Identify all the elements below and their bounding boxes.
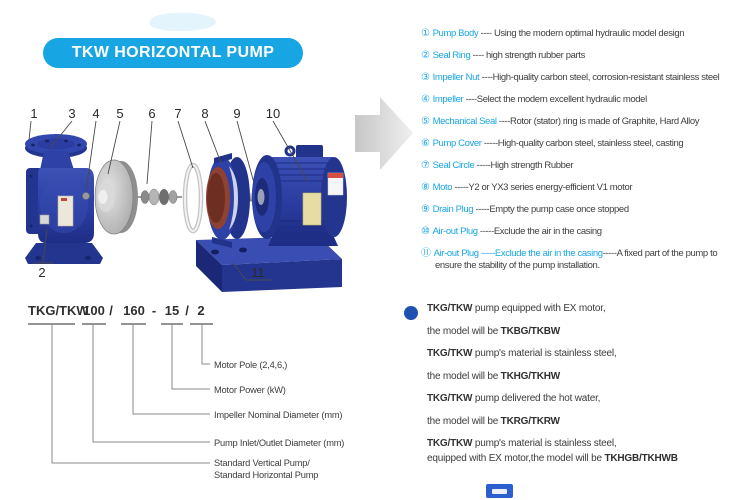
variant-result-prefix: the model will be	[427, 415, 501, 427]
parts-list-item-7	[421, 160, 756, 172]
model-token-100: 100	[83, 303, 105, 318]
parts-list-item-10	[421, 226, 756, 238]
item-number-badge: ⑩	[421, 225, 430, 237]
model-token-15: 15	[164, 303, 180, 318]
page-title: TKW HORIZONTAL PUMP	[71, 44, 275, 61]
callout-7: 7	[174, 106, 182, 121]
seal-circle-illustration	[185, 165, 201, 231]
callout-2: 2	[38, 265, 46, 280]
callout-10: 10	[265, 106, 281, 121]
model-prefix: TKG/TKW	[28, 303, 89, 318]
parts-list-item-6	[421, 138, 756, 150]
item-number-badge: ⑥	[421, 137, 430, 149]
label-inlet-outlet-diameter: Pump Inlet/Outlet Diameter (mm)	[214, 438, 345, 448]
variant-model-code: TKBG/TKBW	[500, 325, 560, 337]
model-token-dash: -	[151, 303, 157, 318]
item-number-badge: ⑤	[421, 115, 430, 127]
callout-9: 9	[233, 106, 241, 121]
brand-name: TKG/TKW	[427, 438, 473, 449]
part-description-blue: -----Exclude the air in the casing	[478, 247, 603, 259]
label-standard-vertical: Standard Vertical Pump/	[214, 458, 310, 468]
item-number-badge: ④	[421, 93, 430, 105]
part-name: Pump Cover	[432, 137, 482, 149]
part-name: Impeller	[432, 93, 464, 105]
variant-model-code: TKRG/TKRW	[500, 415, 560, 427]
part-description: -----Empty the pump case once stopped	[473, 203, 629, 215]
callout-4: 4	[92, 106, 100, 121]
variant-condition: pump's material is stainless steel,	[472, 438, 617, 449]
parts-list-item-5	[421, 116, 756, 128]
variant-stainless	[427, 348, 750, 382]
part-name: Air-out Plug	[433, 247, 479, 259]
part-description: ---- high strength rubber parts	[470, 49, 585, 61]
part-name: Mechanical Seal	[432, 115, 497, 127]
variant-result-prefix: the model will be	[427, 325, 501, 337]
motor-nameplate	[303, 193, 321, 225]
label-motor-pole: Motor Pole (2,4,6,)	[214, 360, 288, 370]
model-code-connectors	[28, 324, 213, 463]
model-token-slash2: /	[185, 303, 189, 318]
variant-result-prefix: the model will be	[427, 370, 501, 382]
part-name: Pump Body	[432, 28, 479, 39]
item-number-badge: ①	[421, 28, 430, 39]
model-code-breakdown	[0, 295, 430, 500]
callout-6: 6	[148, 106, 156, 121]
part-name: Impeller Nut	[432, 71, 480, 83]
part-description: ----Rotor (stator) ring is made of Graphite, Hard Alloy	[496, 115, 700, 127]
variant-model-code: TKHG/TKHW	[500, 370, 560, 382]
model-code-labels	[214, 360, 344, 480]
variant-hot-water	[427, 393, 750, 427]
parts-list-item-8	[421, 182, 756, 194]
parts-list	[421, 28, 756, 281]
part-description: -----Y2 or YX3 series energy-efficient V1 motor	[452, 181, 633, 193]
parts-list-item-11	[421, 248, 756, 272]
parts-list-item-3	[421, 72, 756, 84]
footer-logo	[486, 484, 513, 498]
variant-stainless-ex	[427, 438, 750, 464]
parts-list-item-1	[421, 28, 756, 40]
variant-model-code: TKHGB/TKHWB	[604, 453, 678, 464]
pump-cover-illustration	[206, 153, 250, 248]
mechanical-seal-illustration	[138, 189, 182, 205]
bullet-icon	[404, 306, 418, 320]
label-standard-horizontal: Standard Horizontal Pump	[214, 470, 319, 480]
impeller-illustration	[95, 160, 138, 234]
callout-11: 11	[251, 265, 265, 280]
part-description-line2: ensure the stability of the pump installation.	[435, 260, 600, 272]
brand-name: TKG/TKW	[427, 303, 473, 314]
brand-name: TKG/TKW	[427, 348, 473, 359]
parts-list-item-2	[421, 50, 756, 62]
callout-3: 3	[68, 106, 76, 121]
model-token-slash: /	[109, 303, 113, 318]
callout-5: 5	[116, 106, 124, 121]
variant-ex-motor	[427, 303, 750, 337]
impeller-nut-illustration	[83, 193, 90, 200]
brand-name: TKG/TKW	[427, 393, 473, 404]
model-token-2: 2	[197, 303, 205, 318]
model-code-string	[28, 303, 205, 318]
parts-list-item-9	[421, 204, 756, 216]
variant-result-prefix: equipped with EX motor,the model will be	[427, 453, 605, 464]
callout-1: 1	[30, 106, 38, 121]
part-name: Moto	[432, 181, 453, 193]
item-number-badge: ⑧	[421, 181, 430, 193]
label-impeller-diameter: Impeller Nominal Diameter (mm)	[214, 410, 343, 420]
part-description: ----Select the modern excellent hydraulic model	[463, 93, 647, 105]
part-description: ---- Using the modern optimal hydraulic model design	[478, 28, 685, 39]
model-variants	[398, 303, 750, 464]
part-description: -----A fixed part of the pump to	[602, 247, 718, 259]
variant-condition: pump delivered the hot water,	[472, 393, 601, 404]
drain-plug	[40, 215, 49, 224]
part-name: Seal Ring	[432, 49, 471, 61]
part-name: Seal Circle	[432, 159, 475, 171]
item-number-badge: ②	[421, 49, 430, 61]
model-token-160: 160	[123, 303, 145, 318]
item-number-badge: ⑦	[421, 159, 430, 171]
part-description: -----High-quality carbon steel, stainless steel, casting	[481, 137, 684, 149]
variant-condition: pump's material is stainless steel,	[472, 348, 617, 359]
item-number-badge: ③	[421, 71, 430, 83]
variant-condition: pump equipped with EX motor,	[472, 303, 606, 314]
part-name: Air-out Plug	[432, 225, 478, 237]
parts-list-item-4	[421, 94, 756, 106]
part-name: Drain Plug	[432, 203, 474, 215]
part-description: -----High strength Rubber	[474, 159, 574, 171]
arrow-right-icon	[355, 97, 413, 170]
item-number-badge: ⑪	[421, 247, 431, 259]
label-motor-power: Motor Power (kW)	[214, 385, 286, 395]
callout-8: 8	[201, 106, 209, 121]
part-description: ----High-quality carbon steel, corrosion-resistant stainless steel	[479, 71, 720, 83]
part-description: -----Exclude the air in the casing	[477, 225, 602, 237]
item-number-badge: ⑨	[421, 203, 430, 215]
pump-exploded-diagram	[0, 0, 430, 300]
